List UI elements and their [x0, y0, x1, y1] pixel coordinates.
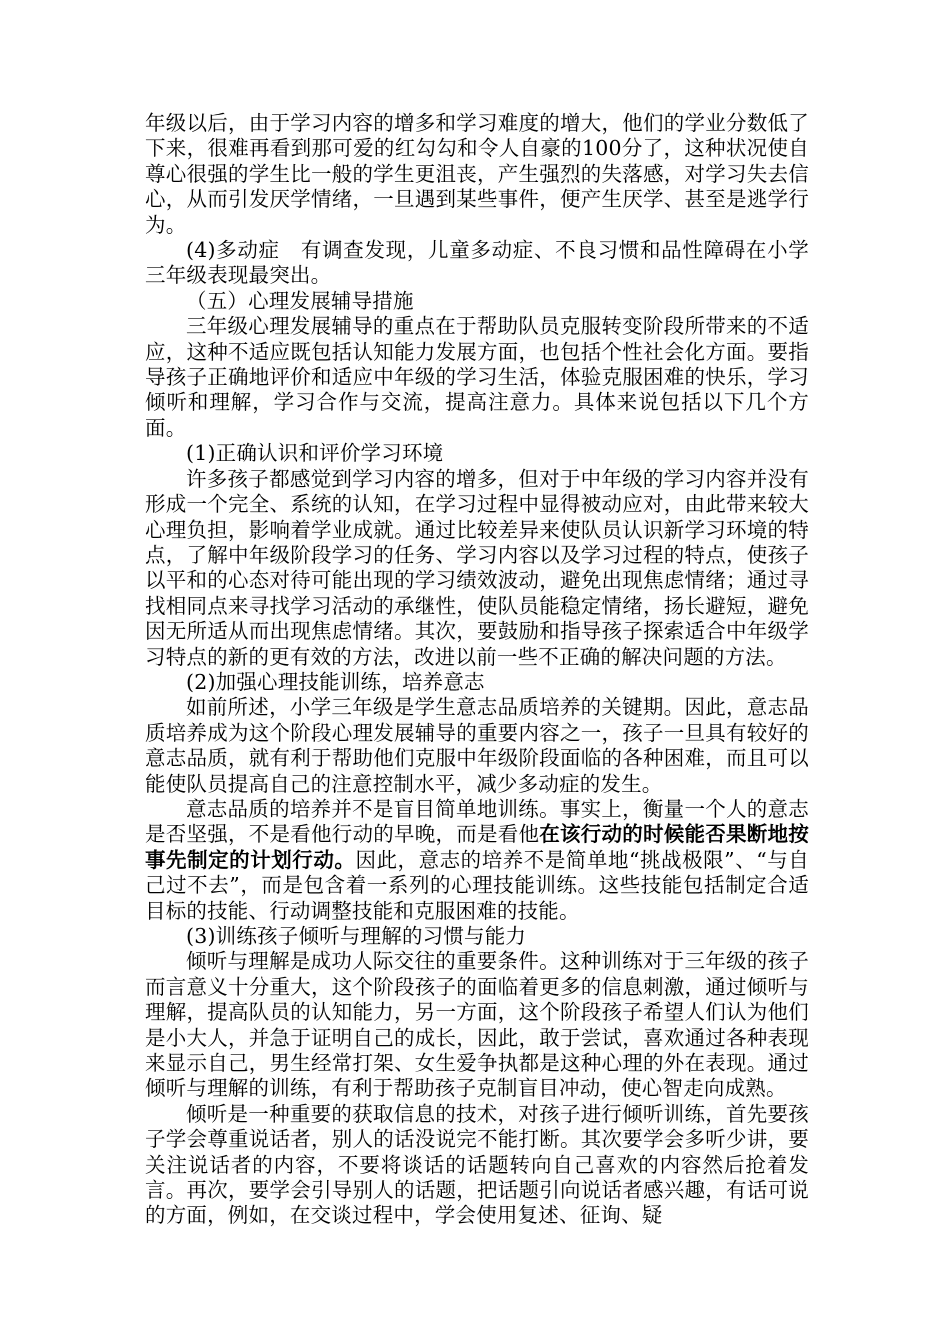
subheading-listening: (3)训练孩子倾听与理解的习惯与能力	[186, 924, 527, 948]
section-heading-measures: （五）心理发展辅导措施	[186, 288, 414, 313]
paragraph-hyperactivity: (4)多动症 有调查发现，儿童多动症、不良习惯和品性障碍在小学三年级表现最突出。	[145, 238, 809, 288]
document-page	[145, 111, 809, 1229]
paragraph-listening-skills: 倾听是一种重要的获取信息的技术，对孩子进行倾听训练，首先要孩子学会尊重说话者，别人的话没说完不能打断。其次要学会多听少讲，要关注说话者的内容，不要将谈话的话题转向自己喜欢的内容然后抢着发言。再次，要学会引导别人的话题，把话题引向说话者感兴趣，有话可说的方面，例如，在交谈过程中，学会使用复述、征询、疑	[145, 1101, 809, 1228]
will-training-bold-text: 在该行动的时候能否果断地按事先制定的计划行动。	[145, 822, 809, 872]
paragraph-continued-intro: 年级以后，由于学习内容的增多和学习难度的增大，他们的学业分数低了下来，很难再看到那可爱的红勾勾和令人自豪的100分了，这种状况使自尊心很强的学生比一般的学生更沮丧，产生强烈的失落感，对学习失去信心，从而引发厌学情绪，一旦遇到某些事件，便产生厌学、甚至是逃学行为。	[145, 111, 809, 237]
subheading-learning-environment: (1)正确认识和评价学习环境	[186, 441, 444, 466]
paragraph-learning-environment: 许多孩子都感觉到学习内容的增多，但对于中年级的学习内容并没有形成一个完全、系统的认知，在学习过程中显得被动应对，由此带来较大心理负担，影响着学业成就。通过比较差异来使队员认识新学习环境的特点，了解中年级阶段学习的任务、学习内容以及学习过程的特点，使孩子以平和的心态对待可能出现的学习绩效波动，避免出现焦虑情绪；通过寻找相同点来寻找学习活动的承继性，使队员能稳定情绪，扬长避短，避免因无所适从而出现焦虑情绪。其次，要鼓励和指导孩子探索适合中年级学习特点的新的更有效的方法，改进以前一些不正确的解决问题的方法。	[145, 466, 809, 669]
will-training-text-after: 因此，意志的培养不是简单地“挑战极限”、“与自己过不去”，而是包含着一系列的心理技能训练。这些技能包括制定合适目标的技能、行动调整技能和克服困难的技能。	[145, 847, 810, 923]
paragraph-listening-importance: 倾听与理解是成功人际交往的重要条件。这种训练对于三年级的孩子而言意义十分重大，这个阶段孩子的面临着更多的信息刺激，通过倾听与理解，提高队员的认知能力，另一方面，这个阶段孩子希望人们认为他们是小大人，并急于证明自己的成长，因此，敢于尝试，喜欢通过各种表现来显示自己，男生经常打架、女生爱争执都是这种心理的外在表现。通过倾听与理解的训练，有利于帮助孩子克制盲目冲动，使心智走向成熟。	[145, 949, 809, 1101]
subheading-skill-training: (2)加强心理技能训练，培养意志	[186, 669, 485, 694]
paragraph-will-quality: 如前所述，小学三年级是学生意志品质培养的关键期。因此，意志品质培养成为这个阶段心理发展辅导的重要内容之一，孩子一旦具有较好的意志品质，就有利于帮助他们克服中年级阶段面临的各种困难，而且可以能使队员提高自己的注意控制水平，减少多动症的发生。	[145, 695, 809, 796]
paragraph-will-training	[145, 797, 809, 924]
will-training-text-before: 意志品质的培养并不是盲目简单地训练。事实上，衡量一个人的意志是否坚强，不是看他行动的早晚，而是看他	[145, 796, 809, 847]
paragraph-measures-overview: 三年级心理发展辅导的重点在于帮助队员克服转变阶段所带来的不适应，这种不适应既包括认知能力发展方面，也包括个性社会化方面。要指导孩子正确地评价和适应中年级的学习生活，体验克服困难的快乐，学习倾听和理解，学习合作与交流，提高注意力。具体来说包括以下几个方面。	[145, 314, 809, 440]
